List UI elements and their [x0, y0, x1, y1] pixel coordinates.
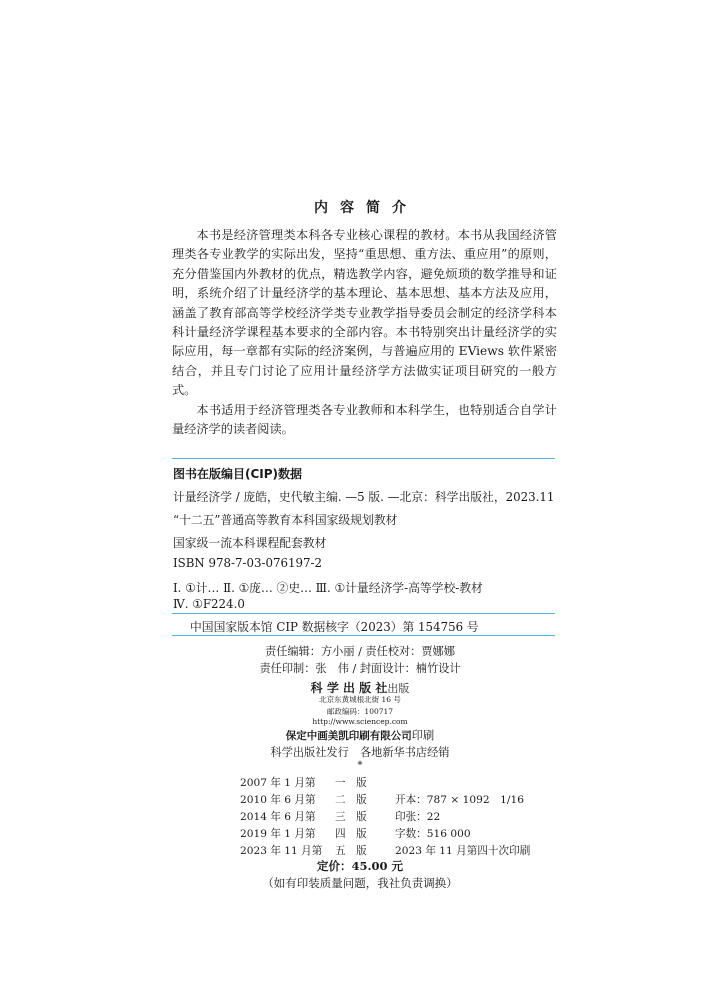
price: 定价：45.00 元	[316, 859, 403, 873]
edition-number: 二 版	[335, 794, 367, 806]
edition-info: 印张：22	[395, 811, 441, 823]
edition-row	[240, 843, 530, 858]
edition-info: 字数：516 000	[395, 828, 471, 840]
summary-paragraph: 本书是经济管理类本科各专业核心课程的教材。本书从我国经济管理类各专业教学的实际出发，坚持“重思想、重方法、重应用”的原则，充分借鉴国内外教材的优点，精选教学内容，避免烦琐的数学推导和证明，系统介绍了计量经济学的基本理论、基本思想、基本方法及应用，涵盖了教育部高等学校经济学类专业教学指导委员会制定的经济学科本科计量经济学课程基本要求的全部内容。本书特别突出计量经济学的实际应用，每一章都有实际的经济案例，与普遍应用的 EViews 软件紧密结合，并且专门讨论了应用计量经济学方法做实证项目研究的一般方式。	[172, 228, 557, 398]
edition-date: 2010 年 6 月第	[240, 794, 316, 806]
printer-line	[0, 727, 720, 743]
edition-number: 一 版	[335, 777, 367, 789]
cip-line: 计量经济学 / 庞皓，史代敏主编. —5 版. —北京：科学出版社，2023.11	[173, 490, 555, 504]
edition-number: 三 版	[335, 811, 367, 823]
edition-info: 开本：787 × 1092 1/16	[395, 794, 524, 806]
edition-date: 2019 年 1 月第	[240, 828, 316, 840]
edition-date: 2007 年 1 月第	[240, 777, 316, 789]
cip-number: 中国国家版本馆 CIP 数据核字（2023）第 154756 号	[190, 620, 479, 634]
summary-paragraph: 本书适用于经济管理类各专业教师和本科学生，也特别适合自学计量经济学的读者阅读。	[172, 402, 557, 437]
cip-line: 国家级一流本科课程配套教材	[173, 536, 327, 550]
edition-row	[240, 792, 524, 807]
summary-body	[172, 226, 557, 439]
quality-note: （如有印装质量问题，我社负责调换）	[262, 876, 458, 890]
cip-top-rule	[172, 458, 555, 459]
distribution-line: 科学出版社发行 各地新华书店经销	[270, 746, 450, 759]
edition-date: 2014 年 6 月第	[240, 811, 316, 823]
printer-suffix: 印刷	[411, 729, 435, 742]
cip-line: ISBN 978-7-03-076197-2	[173, 556, 322, 570]
publisher-name: 科 学 出 版 社	[310, 681, 388, 695]
printer-name: 保定中画美凯印刷有限公司	[285, 730, 412, 742]
cip-line: “十二五”普通高等教育本科国家级规划教材	[173, 513, 398, 527]
publisher-suffix: 出版	[387, 682, 410, 695]
cip-line: Ⅳ. ①F224.0	[173, 597, 245, 611]
cip-line: Ⅰ. ①计… Ⅱ. ①庞… ②史… Ⅲ. ①计量经济学-高等学校-教材	[173, 581, 483, 595]
edition-number: 五 版	[335, 845, 367, 857]
cip-heading: 图书在版编目(CIP)数据	[173, 467, 303, 481]
edition-number: 四 版	[335, 828, 367, 840]
credits-print-design: 责任印制：张 伟 / 封面设计：楠竹设计	[259, 662, 461, 675]
edition-row	[240, 809, 440, 824]
edition-info: 2023 年 11 月第四十次印刷	[395, 845, 531, 857]
edition-row	[240, 775, 395, 790]
publisher-website: http://www.sciencep.com	[312, 717, 408, 726]
publisher-postcode: 邮政编码：100717	[326, 707, 394, 716]
publisher-address: 北京东黄城根北街 16 号	[319, 695, 401, 704]
cip-bottom-rule	[172, 635, 555, 636]
edition-date: 2023 年 11 月第	[240, 845, 323, 857]
credits-editors: 责任编辑：方小丽 / 责任校对：贾娜娜	[265, 645, 455, 658]
separator-star: *	[357, 760, 363, 771]
summary-title: 内容简介	[314, 200, 418, 216]
cip-mid-rule	[172, 613, 555, 614]
edition-row	[240, 826, 471, 841]
